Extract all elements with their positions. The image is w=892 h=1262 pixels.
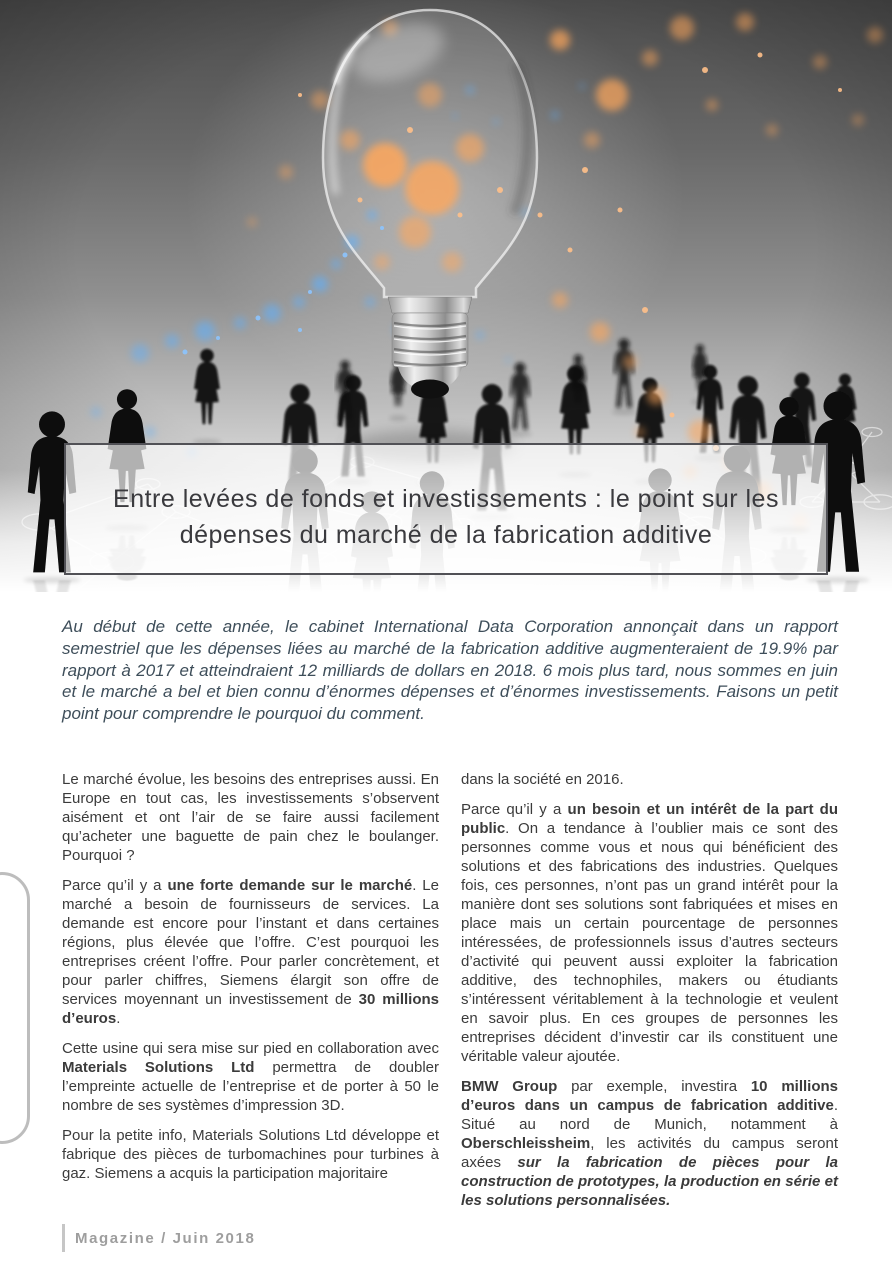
article-title-line2: dépenses du marché de la fabrication additive bbox=[179, 521, 713, 549]
title-banner bbox=[64, 443, 828, 575]
footer-label: Magazine / Juin 2018 bbox=[75, 1229, 256, 1247]
footer-divider bbox=[62, 1224, 65, 1252]
article-title-line1: Entre levées de fonds et investissements : le point sur les bbox=[113, 485, 779, 513]
article-paragraph: BMW Group par exemple, investira 10 millions d’euros dans un campus de fabrication additive. Situé au nord de Munich, notamment à Oberschleissheim, les activités du campus seront axées sur la fabrication de pièces pour la construction de prototypes, la production en série et les solutions personnalisées. bbox=[461, 1078, 838, 1209]
column-right bbox=[461, 770, 838, 1221]
article-paragraph: dans la société en 2016. bbox=[461, 771, 624, 788]
intro-paragraph: Au début de cette année, le cabinet International Data Corporation annonçait dans un rapport semestriel que les dépenses liées au marché de la fabrication additive augmenteraient de 19.9% par rapport à 2017 et atteindraient 12 milliards de dollars en 2018. 6 mois plus tard, nous sommes en juin et le marché a bel et bien connu d’énormes dépenses et d’énormes investissements. Faisons un petit point pour comprendre le pourquoi du comment. bbox=[62, 617, 838, 724]
article-paragraph: Pour la petite info, Materials Solutions Ltd développe et fabrique des pièces de turbomachines pour turbines à gaz. Siemens a acquis la participation majoritaire bbox=[62, 1127, 439, 1182]
article-paragraph: Parce qu’il y a un besoin et un intérêt de la part du public. On a tendance à l’oublier mais ce sont des personnes comme vous et nous qui bénéficient des solutions et des fabrications des industries. Quelques fois, ces personnes, n’ont pas un grand intérêt pour la manière dont ses solutions sont fabriquées et mises en place mais un certain pourcentage de personnes intéressées, de professionnels issus d’autres secteurs d’activité qui peuvent aussi exploiter la fabrication additive, des technophiles, makers ou étudiants s’intéressent véritablement à la technologie et veulent en savoir plus. En ces groupes de personnes les entreprises décident d’investir car ils constituent une véritable valeur ajoutée. bbox=[461, 801, 838, 1065]
column-left bbox=[62, 770, 439, 1221]
page-footer bbox=[62, 1224, 255, 1252]
article-paragraph: Cette usine qui sera mise sur pied en collaboration avec Materials Solutions Ltd permettra de doubler l’empreinte actuelle de l’entreprise et de porter à 50 le nombre de ses systèmes d’impression 3D. bbox=[62, 1040, 440, 1114]
page-edge-tab bbox=[0, 872, 30, 1144]
article-paragraph: Le marché évolue, les besoins des entreprises aussi. En Europe en tout cas, les investissements s’observent aisément et ont l’air de se faire aussi facilement qu’acheter une baguette de pain chez le boulanger. Pourquoi ? bbox=[62, 771, 439, 864]
article-columns bbox=[62, 770, 838, 1221]
article-paragraph: Parce qu’il y a une forte demande sur le marché. Le marché a besoin de fournisseurs de services. La demande est encore pour l’instant et dans certaines régions, plus élevée que l’offre. C’est pourquoi les entreprises créent l’offre. Pour parler concrètement, et pour parler chiffres, Siemens élargit son offre de services moyennant un investissement de 30 millions d’euros. bbox=[62, 877, 439, 1027]
